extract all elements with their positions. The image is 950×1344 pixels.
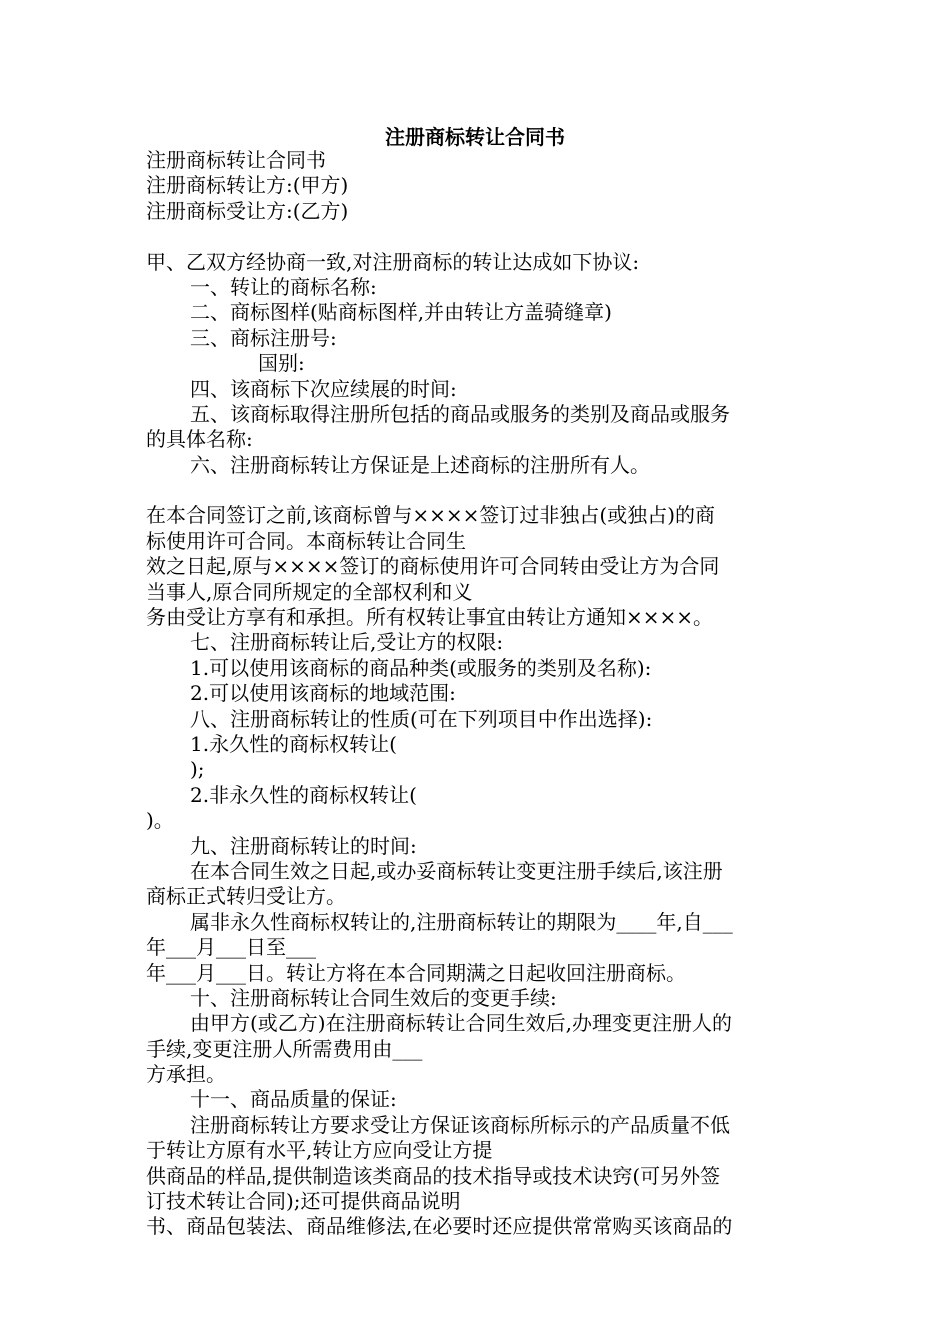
text-line: 一、转让的商标名称: <box>190 274 377 299</box>
text-line: 商标正式转归受让方。 <box>146 884 346 909</box>
text-line: 年___月___日至___ <box>146 935 316 960</box>
text-line: 四、该商标下次应续展的时间: <box>190 376 457 401</box>
text-line: )。 <box>146 808 174 833</box>
text-line: 2.可以使用该商标的地域范围: <box>190 681 456 706</box>
text-line: 三、商标注册号: <box>190 325 337 350</box>
text-line: ); <box>190 757 205 782</box>
document-body <box>146 148 811 1240</box>
text-line: 1.可以使用该商标的商品种类(或服务的类别及名称): <box>190 655 652 680</box>
text-line: 七、注册商标转让后,受让方的权限: <box>190 630 504 655</box>
text-line: 的具体名称: <box>146 427 253 452</box>
text-line: 由甲方(或乙方)在注册商标转让合同生效后,办理变更注册人的 <box>190 1011 732 1036</box>
text-line: 五、该商标取得注册所包括的商品或服务的类别及商品或服务 <box>190 401 730 426</box>
text-line: 九、注册商标转让的时间: <box>190 833 417 858</box>
text-line: 注册商标转让合同书 <box>146 148 326 172</box>
text-line: 效之日起,原与××××签订的商标使用许可合同转由受让方为合同 <box>146 554 720 579</box>
text-line: 八、注册商标转让的性质(可在下列项目中作出选择): <box>190 706 653 731</box>
text-line: 国别: <box>258 351 305 376</box>
text-line: 在本合同签订之前,该商标曾与××××签订过非独占(或独占)的商 <box>146 503 715 528</box>
text-line: 二、商标图样(贴商标图样,并由转让方盖骑缝章) <box>190 300 612 325</box>
text-line: 十一、商品质量的保证: <box>190 1087 397 1112</box>
text-line: 订技术转让合同);还可提供商品说明 <box>146 1189 461 1214</box>
text-line: 注册商标转让方要求受让方保证该商标所标示的产品质量不低 <box>190 1112 730 1137</box>
text-line: 务由受让方享有和承担。所有权转让事宜由转让方通知××××。 <box>146 605 714 630</box>
document-title: 注册商标转让合同书 <box>385 125 565 149</box>
text-line: 六、注册商标转让方保证是上述商标的注册所有人。 <box>190 452 650 477</box>
text-line: 于转让方原有水平,转让方应向受让方提 <box>146 1138 493 1163</box>
text-line: 十、注册商标转让合同生效后的变更手续: <box>190 985 557 1010</box>
text-line: 当事人,原合同所规定的全部权利和义 <box>146 579 473 604</box>
text-line: 标使用许可合同。本商标转让合同生 <box>146 528 466 553</box>
text-line: 供商品的样品,提供制造该类商品的技术指导或技术诀窍(可另外签 <box>146 1163 721 1188</box>
text-line: 注册商标转让方:(甲方) <box>146 173 349 198</box>
text-line: 甲、乙双方经协商一致,对注册商标的转让达成如下协议: <box>146 249 640 274</box>
text-line: 1.永久性的商标权转让( <box>190 731 397 756</box>
text-line: 方承担。 <box>146 1062 226 1087</box>
text-line: 在本合同生效之日起,或办妥商标转让变更注册手续后,该注册 <box>190 858 723 883</box>
blank-line <box>146 224 811 249</box>
text-line: 手续,变更注册人所需费用由___ <box>146 1036 423 1061</box>
text-line: 书、商品包装法、商品维修法,在必要时还应提供常常购买该商品的 <box>146 1214 733 1239</box>
blank-line <box>146 478 811 503</box>
text-line: 属非永久性商标权转让的,注册商标转让的期限为____年,自___ <box>190 909 733 934</box>
text-line: 注册商标受让方:(乙方) <box>146 198 349 223</box>
text-line: 年___月___日。转让方将在本合同期满之日起收回注册商标。 <box>146 960 686 985</box>
text-line: 2.非永久性的商标权转让( <box>190 782 417 807</box>
